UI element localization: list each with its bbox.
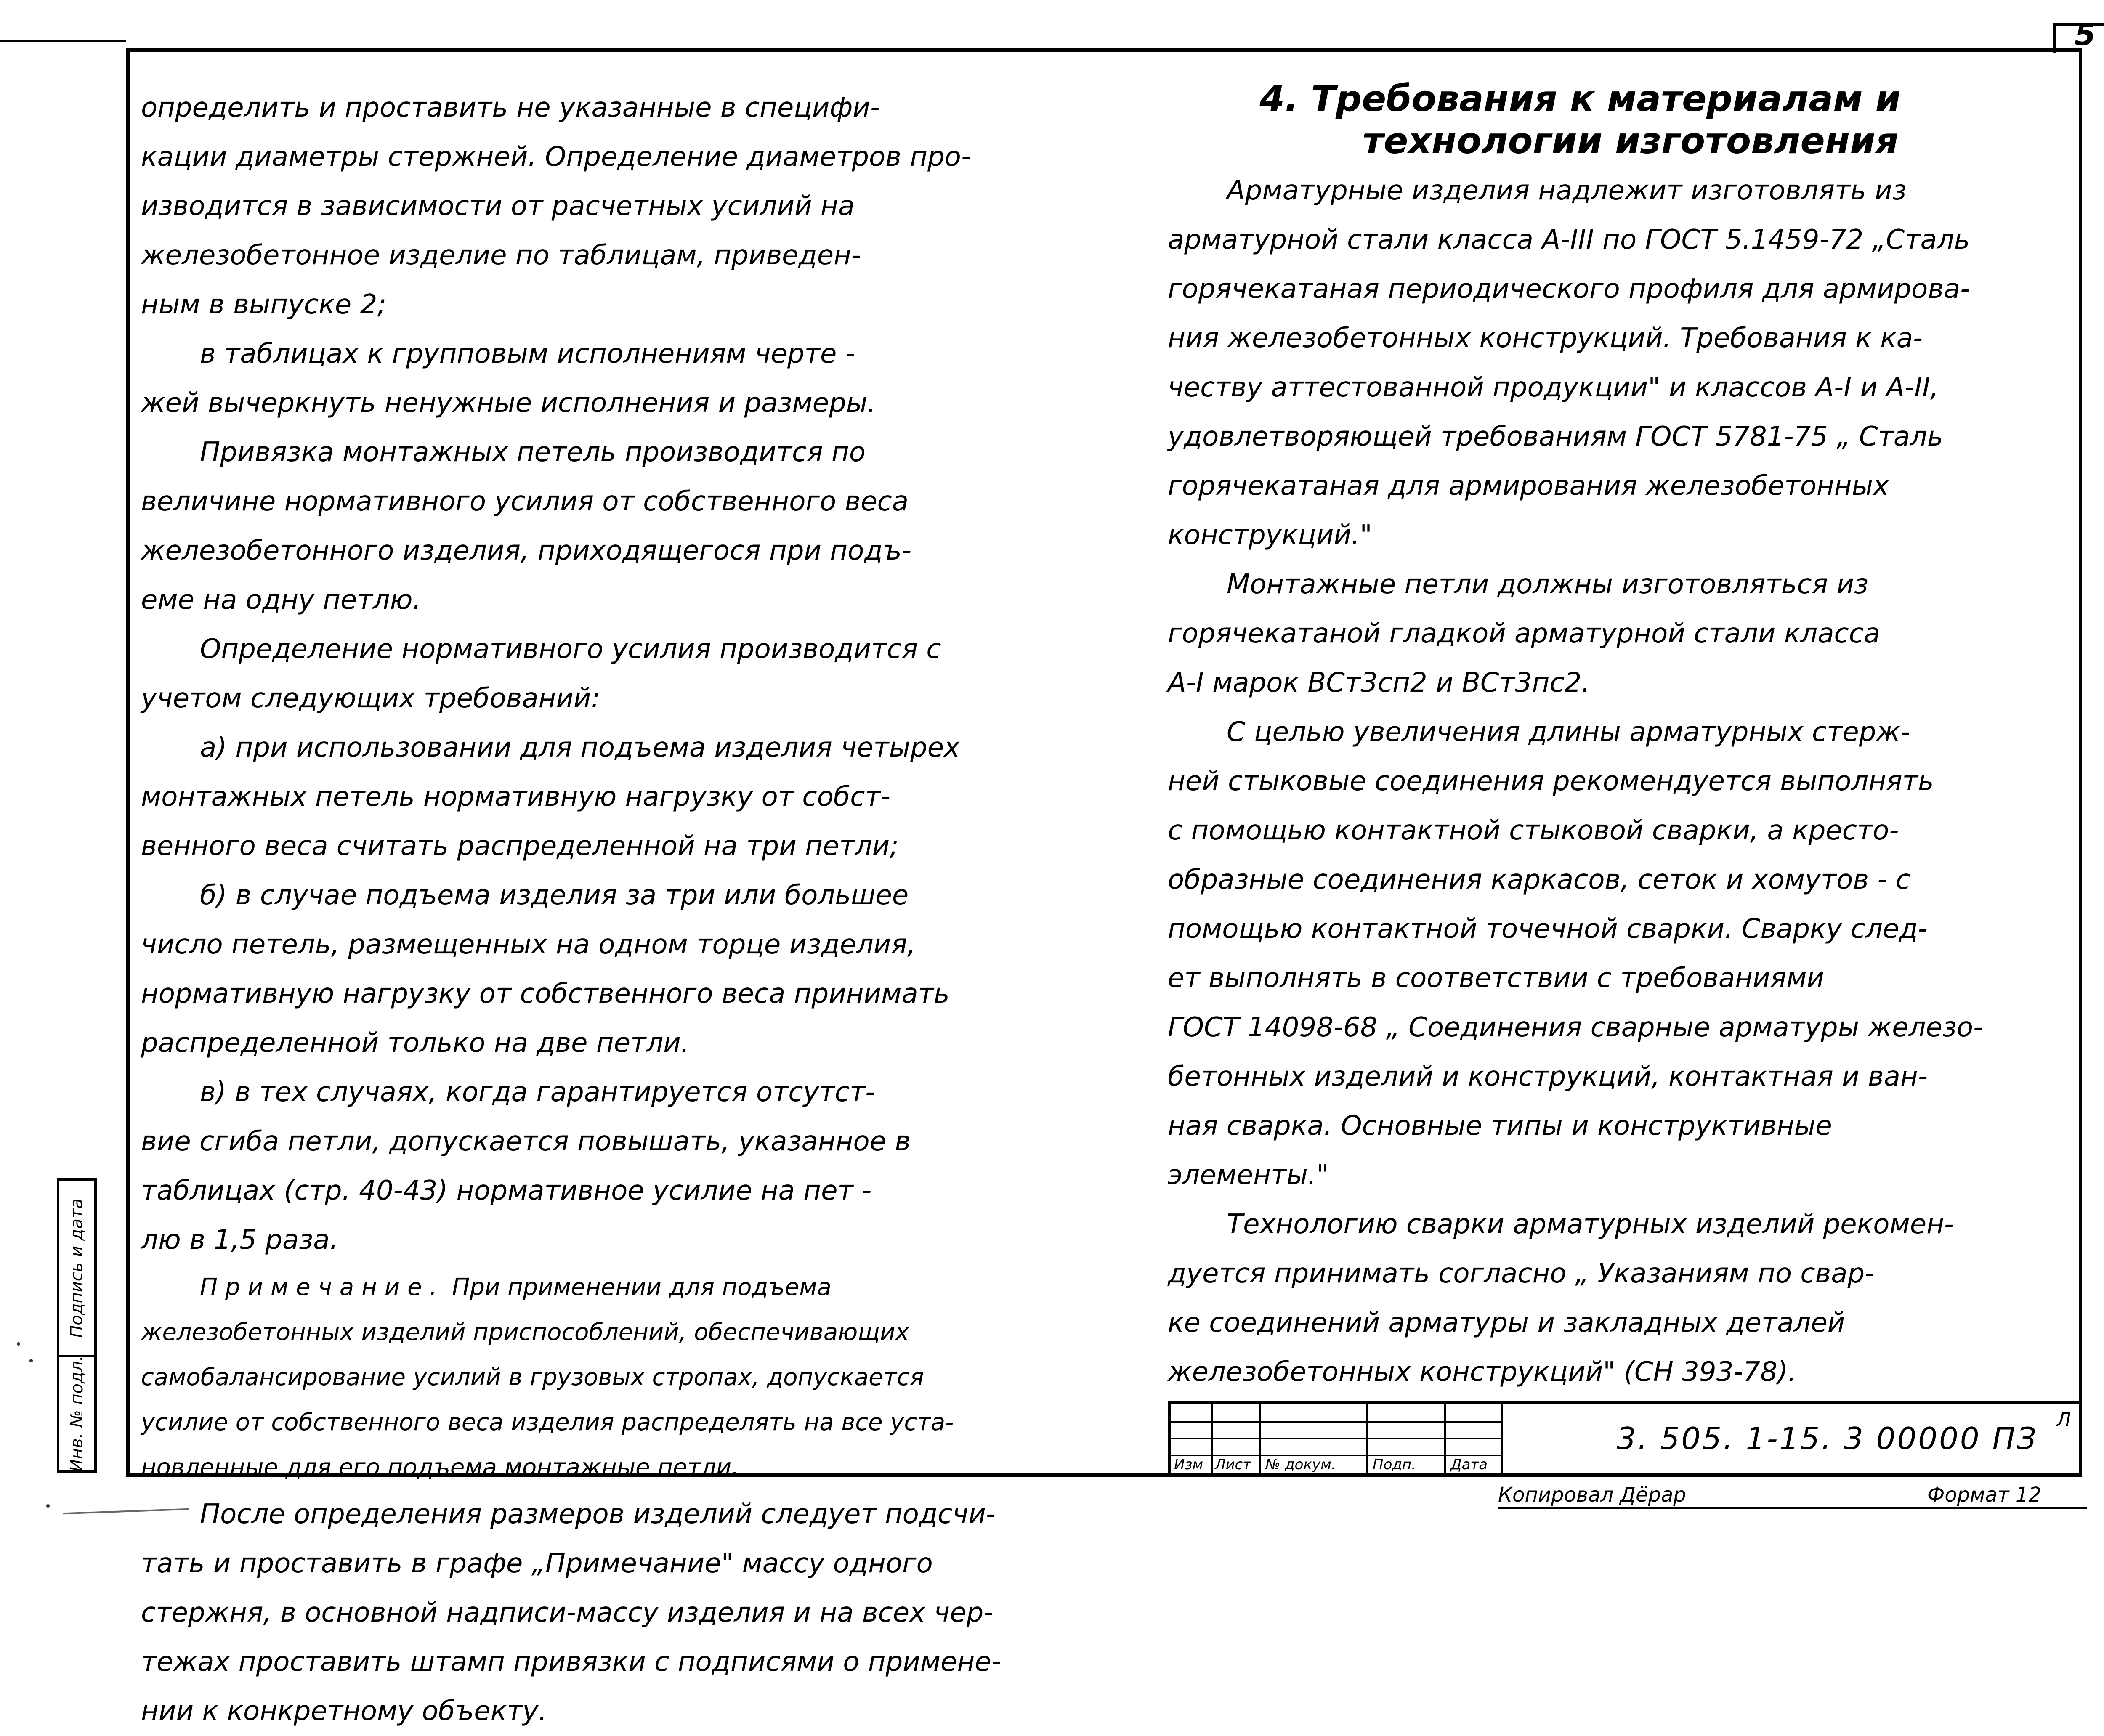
left-paragraph-1: определить и проставить не указанные в специфи- кации диаметры стержней. Определение диаметров про- изводится в зависимости от расчетных усилий на железобетонное изделие по таблицам, приведен- ным в выпуске 2; (141, 92, 971, 320)
right-paragraph-2: Монтажные петли должны изготовляться из горячекатаной гладкой арматурной стали класса А-I марок ВСт3сп2 и ВСт3пс2. (1168, 569, 1881, 698)
footer-underline (1498, 1507, 2087, 1509)
left-final-paragraph: После определения размеров изделий следует подсчи- тать и проставить в графе „Примечание" массу одного стержня, в основной надписи-массу изделия и на всех чер- тежах проставить штамп привязки с подписями о примене- нии к конкретному объекту. (141, 1499, 1001, 1727)
left-paragraph-4: Определение нормативного усилия производится с учетом следующих требований: (141, 634, 941, 714)
note-heading: Примечание. (200, 1274, 445, 1301)
scan-dot (29, 1359, 33, 1362)
scan-dot (46, 1504, 50, 1508)
left-column (141, 83, 1063, 1736)
left-paragraph-2: в таблицах к групповым исполнениям черте - жей вычеркнуть ненужные исполнения и размеры. (141, 338, 876, 419)
tb-label-list: Лист (1215, 1456, 1251, 1473)
tb-label-doc: № докум. (1265, 1456, 1336, 1473)
tb-label-izm: Изм (1174, 1456, 1203, 1473)
title-block-grid (1171, 1404, 1503, 1476)
document-code: 3. 505. 1-15. 3 00000 ПЗ (1617, 1421, 2038, 1456)
sheet-label: Л (2056, 1408, 2071, 1431)
left-paragraph-v: в) в тех случаях, когда гарантируется отсутст- вие сгиба петли, допускается повышать, указанное в таблицах (стр. 40-43) нормативное усилие на пет - лю в 1,5 раза. (141, 1077, 911, 1256)
format-label: Формат 12 (1927, 1483, 2042, 1507)
sheet-number: 5 (2075, 17, 2096, 52)
top-margin-line (0, 40, 126, 42)
right-paragraph-3: С целью увеличения длины арматурных стерж- ней стыковые соединения рекомендуется выполнять с помощью контактной стыковой сварки, а кресто- образные соединения каркасов, сеток и хомутов - с помощью контактной точечной сварки. Сварку след- ет выполнять в соответствии с требованиями ГОСТ 14098-68 „ Соединения сварные арматуры железо- бетонных изделий и конструкций, контактная и ван- ная сварка. Основные типы и конструктивные элементы." (1168, 717, 1983, 1191)
section-title (1178, 78, 2083, 162)
right-paragraph-1: Арматурные изделия надлежит изготовлять из арматурной стали класса А-III по ГОСТ 5.1459-72 „Сталь горячекатаная периодического профиля для армирова- ния железобетонных конструкций. Требования к ка- честву аттестованной продукции" и классов А-I и А-II, удовлетворяющей требованиям ГОСТ 5781-75 „ Сталь горячекатаная для армирования железобетонных конструкций." (1168, 175, 1970, 551)
left-paragraph-3: Привязка монтажных петель производится по величине нормативного усилия от собственного веса железобетонного изделия, приходящегося при подъ- еме на одну петлю. (141, 437, 911, 616)
side-stamp (57, 1178, 97, 1473)
title-block (1168, 1401, 2081, 1475)
note-paragraph: Примечание. При применении для подъема железобетонных изделий приспособлений, обеспечивающих самобалансирование усилий в грузовых стропах, допускается усилие от собственного веса изделия распределять на все уста- новленные для его подъема монтажные петли. (141, 1274, 954, 1481)
tb-label-date: Дата (1450, 1456, 1488, 1473)
copied-by: Копировал Дёрар (1498, 1483, 1686, 1507)
left-paragraph-b: б) в случае подъема изделия за три или большее число петель, размещенных на одном торце изделия, нормативную нагрузку от собственного веса принимать распределенной только на две петли. (141, 880, 950, 1059)
section-title-line-1: 4. Требования к материалам и (1259, 78, 1901, 120)
right-paragraph-4: Технологию сварки арматурных изделий рекомен- дуется принимать согласно „ Указаниям по свар- ке соединений арматуры и закладных деталей железобетонных конструкций" (СН 393-78). (1168, 1209, 1954, 1388)
right-column (1168, 166, 2085, 1397)
side-stamp-inventory-cell: Инв. № подл. (67, 1356, 87, 1472)
tb-label-sign: Подп. (1373, 1456, 1416, 1473)
section-title-line-2: технологии изготовления (1363, 120, 1899, 162)
scan-dot (17, 1342, 20, 1346)
side-stamp-signature-cell: Подпись и дата (59, 1181, 94, 1357)
left-paragraph-a: а) при использовании для подъема изделия четырех монтажных петель нормативную нагрузку от собст- венного веса считать распределенной на три петли; (141, 732, 960, 862)
